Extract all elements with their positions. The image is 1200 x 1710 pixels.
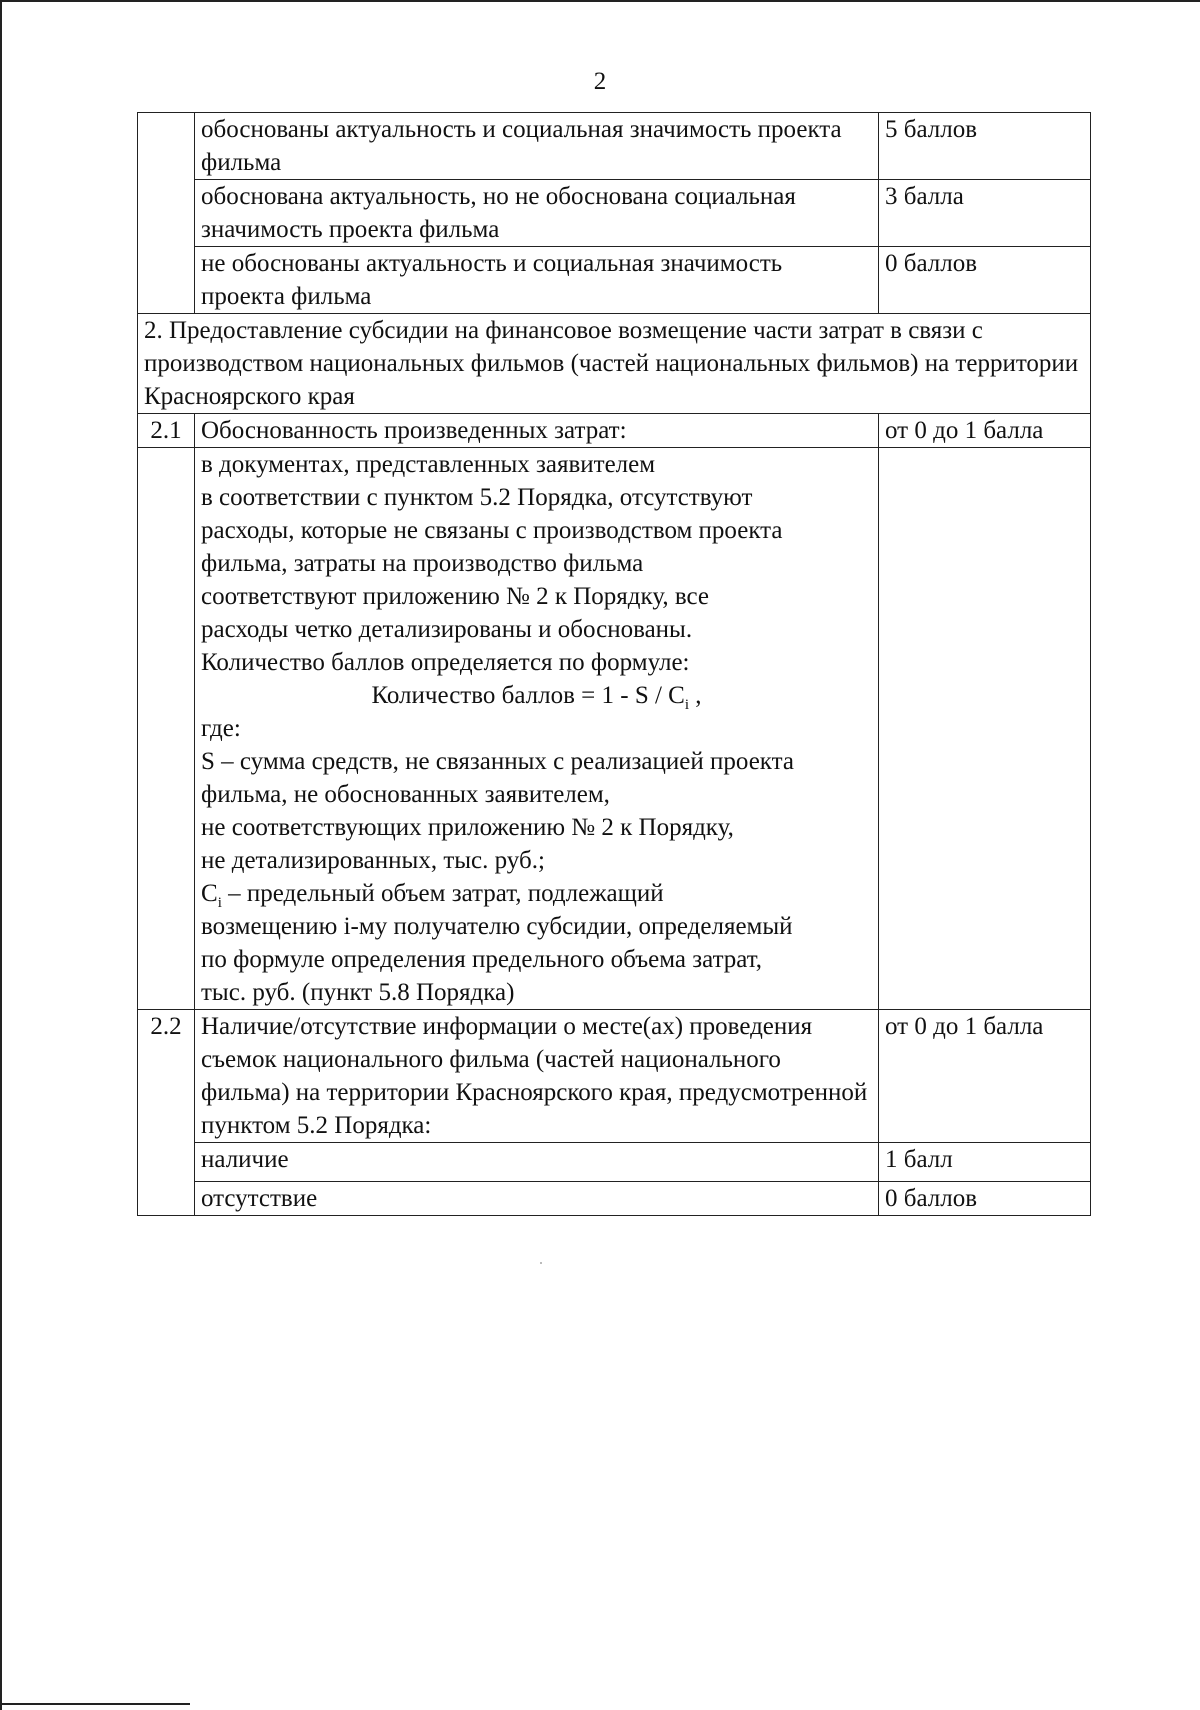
description-line: не детализированных, тыс. руб.; bbox=[201, 847, 545, 874]
description-line: фильма, затраты на производство фильма bbox=[201, 550, 644, 577]
item-number: 2.2 bbox=[138, 1010, 195, 1216]
description-line: не соответствующих приложению № 2 к Порядку, bbox=[201, 814, 734, 841]
formula-main: Количество баллов = 1 - S / C bbox=[371, 682, 685, 709]
ci-letter: C bbox=[201, 880, 218, 907]
option-score: 0 баллов bbox=[879, 1182, 1091, 1216]
table-row bbox=[138, 448, 1091, 1010]
criterion-text: обоснованы актуальность и социальная значимость проекта фильма bbox=[195, 113, 879, 180]
description-line: по формуле определения предельного объема затрат, bbox=[201, 946, 763, 973]
scan-speck bbox=[540, 1262, 542, 1264]
table-row bbox=[138, 180, 1091, 247]
criterion-score: от 0 до 1 балла bbox=[879, 414, 1091, 448]
description-line: расходы, которые не связаны с производством проекта bbox=[201, 517, 783, 544]
description-line: фильма, не обоснованных заявителем, bbox=[201, 781, 610, 808]
criterion-title: Наличие/отсутствие информации о месте(ах) проведения съемок национального фильма (частей национального фильма) на территории Красноярского края, предусмотренной пунктом 5.2 Порядка: bbox=[195, 1010, 879, 1143]
option-text: наличие bbox=[195, 1143, 879, 1182]
section-2-heading: 2. Предоставление субсидии на финансовое возмещение части затрат в связи с производством национальных фильмов (частей национальных фильмов) на территории Красноярского края bbox=[138, 314, 1091, 414]
table-row bbox=[138, 113, 1091, 180]
scan-border-bottom bbox=[0, 1703, 190, 1705]
table-row bbox=[138, 414, 1091, 448]
ci-text: – предельный объем затрат, подлежащий bbox=[221, 880, 664, 907]
table-row bbox=[138, 1143, 1091, 1182]
scan-border-top bbox=[0, 0, 1200, 2]
criterion-text: обоснована актуальность, но не обоснована социальная значимость проекта фильма bbox=[195, 180, 879, 247]
description-line: расходы четко детализированы и обоснованы. bbox=[201, 616, 693, 643]
option-text: отсутствие bbox=[195, 1182, 879, 1216]
description-line: в соответствии с пунктом 5.2 Порядка, отсутствуют bbox=[201, 484, 753, 511]
criterion-score: от 0 до 1 балла bbox=[879, 1010, 1091, 1143]
description-line: тыс. руб. (пункт 5.8 Порядка) bbox=[201, 979, 515, 1006]
criterion-score: 5 баллов bbox=[879, 113, 1091, 180]
description-line: S – сумма средств, не связанных с реализацией проекта bbox=[201, 748, 794, 775]
criterion-text: не обоснованы актуальность и социальная значимость проекта фильма bbox=[195, 247, 879, 314]
ci-definition bbox=[201, 877, 872, 910]
score-formula bbox=[201, 679, 872, 712]
where-label: где: bbox=[201, 715, 241, 742]
page-number: 2 bbox=[593, 68, 607, 95]
description-line: Количество баллов определяется по формуле: bbox=[201, 649, 690, 676]
number-cell-empty bbox=[138, 113, 195, 314]
scan-border-left bbox=[0, 0, 2, 1710]
table-row bbox=[138, 247, 1091, 314]
table-row bbox=[138, 1182, 1091, 1216]
criterion-score: 3 балла bbox=[879, 180, 1091, 247]
description-line: возмещению i-му получателю субсидии, определяемый bbox=[201, 913, 793, 940]
criterion-description bbox=[195, 448, 879, 1010]
criterion-score: 0 баллов bbox=[879, 247, 1091, 314]
number-cell-empty bbox=[138, 448, 195, 1010]
formula-end: , bbox=[689, 682, 702, 709]
item-number: 2.1 bbox=[138, 414, 195, 448]
criteria-table bbox=[137, 112, 1091, 1216]
ci-subscript: i bbox=[217, 895, 222, 911]
option-score: 1 балл bbox=[879, 1143, 1091, 1182]
table-row bbox=[138, 1010, 1091, 1143]
score-cell-empty bbox=[879, 448, 1091, 1010]
formula-subscript: i bbox=[684, 697, 690, 713]
description-line: соответствуют приложению № 2 к Порядку, все bbox=[201, 583, 709, 610]
criterion-title: Обоснованность произведенных затрат: bbox=[195, 414, 879, 448]
section-heading-row bbox=[138, 314, 1091, 414]
description-line: в документах, представленных заявителем bbox=[201, 451, 656, 478]
